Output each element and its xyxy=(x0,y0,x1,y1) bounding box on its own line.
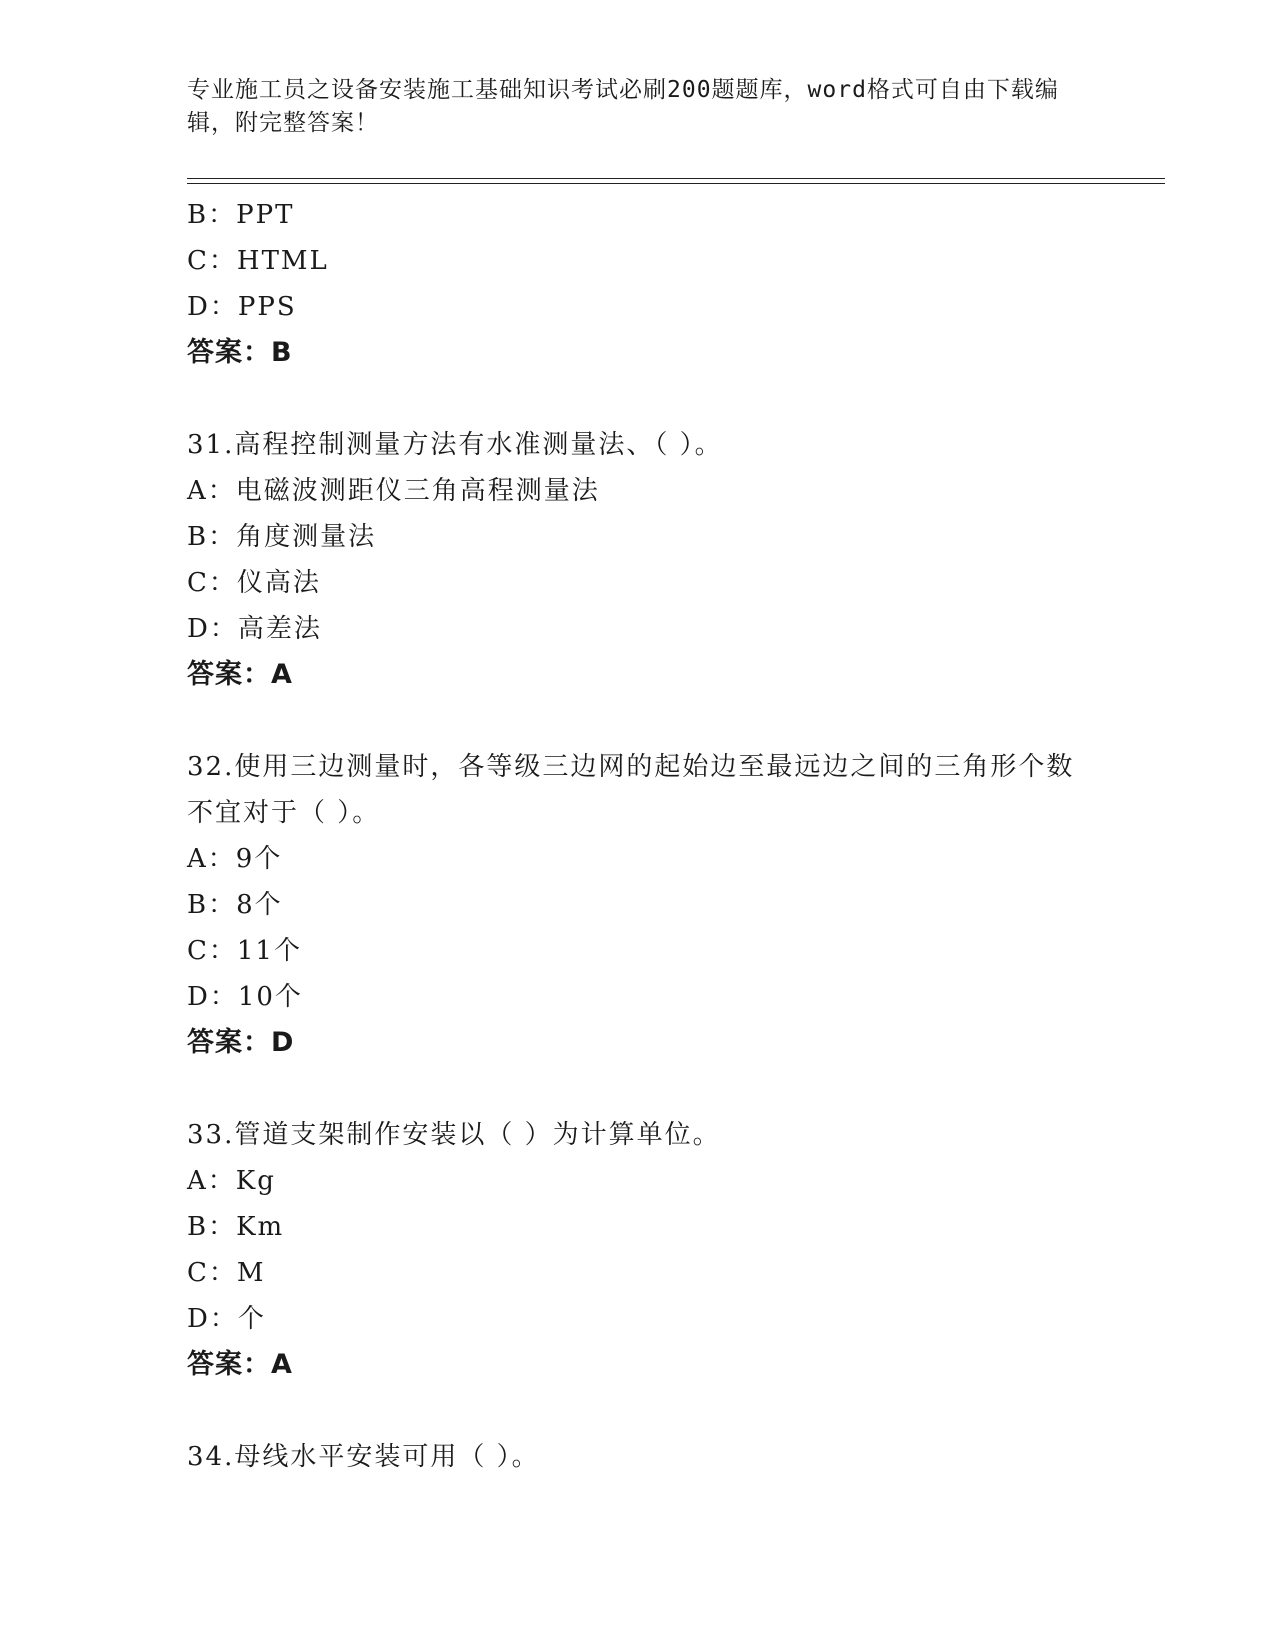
option-d: D：高差法 xyxy=(187,614,322,644)
question-block-31 xyxy=(187,422,1167,698)
option-d: D：个 xyxy=(187,1304,266,1334)
option-a: A：电磁波测距仪三角高程测量法 xyxy=(187,476,600,506)
option-c: C：仪高法 xyxy=(187,568,321,598)
option-d: D：PPS xyxy=(187,292,297,322)
option-c: C：HTML xyxy=(187,246,329,276)
option-b: B：Km xyxy=(187,1212,285,1242)
header-rule-top xyxy=(187,178,1165,179)
question-stem: 34.母线水平安装可用（ ）。 xyxy=(187,1442,540,1472)
answer: 答案：A xyxy=(187,659,293,690)
question-block-continued xyxy=(187,192,1167,376)
question-stem: 32.使用三边测量时，各等级三边网的起始边至最远边之间的三角形个数不宜对于（ ）。 xyxy=(187,752,1075,828)
option-b: B：PPT xyxy=(187,200,295,230)
page-header: 专业施工员之设备安装施工基础知识考试必刷200题题库，word格式可自由下载编辑，附完整答案！ xyxy=(187,77,1059,136)
answer: 答案：D xyxy=(187,1027,295,1058)
option-c: C：M xyxy=(187,1258,266,1288)
option-c: C：11个 xyxy=(187,936,302,966)
question-block-32 xyxy=(187,744,1167,1066)
question-block-33 xyxy=(187,1112,1167,1388)
option-b: B：角度测量法 xyxy=(187,522,377,552)
document-body xyxy=(187,192,1167,1480)
option-d: D：10个 xyxy=(187,982,303,1012)
question-stem: 33.管道支架制作安装以（ ）为计算单位。 xyxy=(187,1120,721,1150)
option-a: A：9个 xyxy=(187,844,283,874)
answer: 答案：A xyxy=(187,1349,293,1380)
answer: 答案：B xyxy=(187,337,293,368)
question-block-34 xyxy=(187,1434,1167,1480)
option-a: A：Kg xyxy=(187,1166,276,1196)
header-rule-bottom xyxy=(187,183,1165,184)
option-b: B：8个 xyxy=(187,890,283,920)
question-stem: 31.高程控制测量方法有水准测量法、（ ）。 xyxy=(187,430,723,460)
